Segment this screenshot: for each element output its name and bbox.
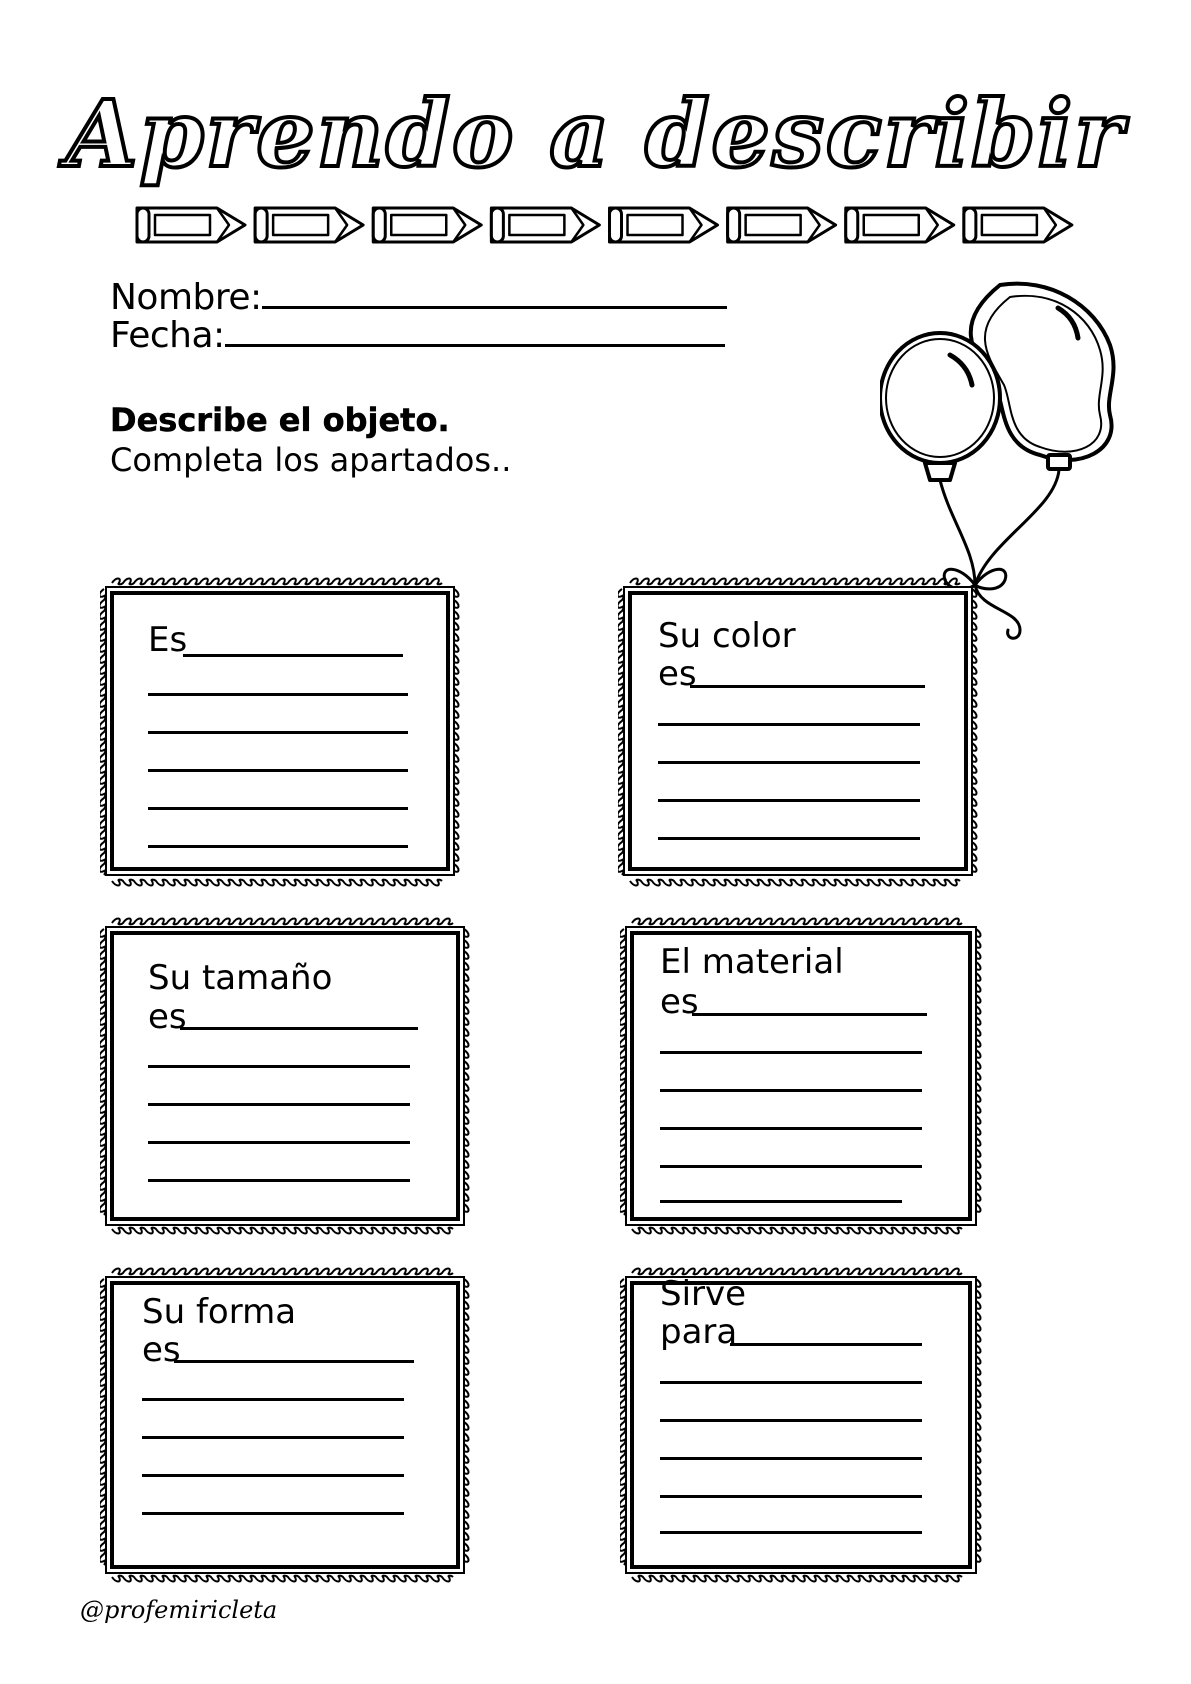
answer-line[interactable] [660,1165,922,1168]
date-label: Fecha: [110,315,225,356]
date-blank[interactable] [225,314,725,347]
answer-line[interactable] [148,1103,410,1106]
answer-line[interactable] [690,685,925,688]
answer-line[interactable] [142,1512,404,1515]
loop-border [632,919,962,925]
box-su-forma [100,1265,470,1583]
instruction-complete: Completa los apartados.. [110,441,512,479]
box-label: Su tamaño [148,958,333,998]
loop-border [975,1279,981,1565]
loop-border [112,1228,453,1234]
answer-line[interactable] [660,1531,922,1534]
box-second-label: para [660,1312,738,1352]
pencil-icon [728,208,836,242]
answer-line[interactable] [660,1457,922,1460]
loop-border [971,589,977,875]
answer-line[interactable] [660,1419,922,1422]
loop-border [100,1279,105,1565]
name-blank[interactable] [262,276,727,309]
loop-border [112,1576,453,1582]
box-su-color [618,575,978,887]
answer-line[interactable] [148,807,408,810]
answer-line[interactable] [148,1179,410,1182]
answer-line[interactable] [148,1065,410,1068]
pencil-icon [137,208,245,242]
box-second-label: es [660,982,699,1022]
answer-line[interactable] [142,1474,404,1477]
box-second-label: es [658,654,697,694]
pencil-icon [491,208,599,242]
pencil-icon [964,208,1072,242]
loop-border [975,929,981,1215]
answer-line[interactable] [142,1436,404,1439]
loop-border [632,1576,962,1582]
box-sirve-para [620,1265,982,1583]
pencil-row-icon [135,198,1080,252]
answer-line[interactable] [142,1398,404,1401]
answer-line[interactable] [660,1051,922,1054]
name-field [110,276,727,316]
answer-line[interactable] [658,761,920,764]
answer-line[interactable] [658,837,920,840]
answer-line[interactable] [174,1360,414,1363]
answer-line[interactable] [658,723,920,726]
answer-line[interactable] [730,1343,922,1346]
answer-line[interactable] [148,1141,410,1144]
box-second-label: es [148,997,187,1037]
pencil-icon [846,208,954,242]
loop-border [620,929,625,1215]
instruction-describe: Describe el objeto. [110,401,450,439]
answer-line[interactable] [658,799,920,802]
loop-border [453,589,459,875]
author-credit: @profemiricleta [80,1596,278,1624]
answer-line[interactable] [148,731,408,734]
loop-border [618,589,623,875]
answer-line[interactable] [148,845,408,848]
date-field [110,314,725,354]
loop-border [630,880,960,886]
answer-line[interactable] [660,1381,922,1384]
box-el-material [620,915,982,1235]
box-es [100,575,460,887]
answer-line[interactable] [660,1127,922,1130]
loop-border [112,880,442,886]
answer-line[interactable] [692,1013,927,1016]
answer-line[interactable] [148,693,408,696]
box-label: Sirve [660,1274,747,1314]
worksheet-title: Aprendo a describir [66,80,1125,188]
box-label: Su forma [142,1292,297,1332]
answer-line[interactable] [660,1200,902,1203]
loop-border [100,589,105,875]
box-label: El material [660,942,844,982]
loop-border [100,929,105,1215]
loop-border [632,1228,962,1234]
answer-line[interactable] [660,1089,922,1092]
answer-line[interactable] [148,769,408,772]
loop-border [112,579,442,585]
loop-border [463,1279,469,1565]
loop-border [630,579,960,585]
answer-line[interactable] [180,1027,418,1030]
answer-line[interactable] [660,1495,922,1498]
loop-border [463,929,469,1215]
pencil-icon [373,208,481,242]
box-su-tamano [100,915,470,1235]
loop-border [112,1269,453,1275]
box-second-label: es [142,1330,181,1370]
loop-border [620,1279,625,1565]
loop-border [112,919,453,925]
pencil-icon [255,208,363,242]
box-label: Es [148,620,188,660]
pencil-icon [610,208,718,242]
box-label: Su color [658,616,796,656]
name-label: Nombre: [110,277,262,318]
answer-line[interactable] [183,654,403,657]
